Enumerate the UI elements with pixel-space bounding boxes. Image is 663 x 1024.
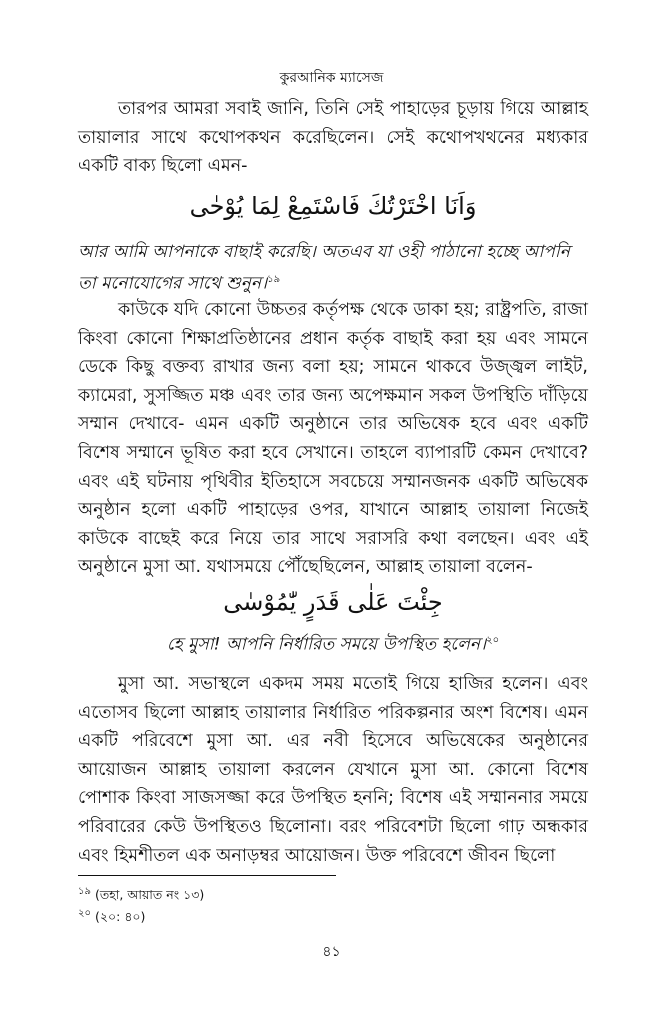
footnote-19 [78,884,204,907]
footnote-20 [78,906,145,929]
translation-2-text: হে মুসা! আপনি নির্ধারিত সময়ে উপস্থিত হলেন। [166,634,487,655]
footnote-mark: ১৯ [78,886,91,897]
paragraph-1-text: তারপর আমরা সবাই জানি, তিনি সেই পাহাড়ের চূড়ায় গিয়ে আল্লাহ তায়ালার সাথে কথোপকথন করেছিলেন। সেই কথোপখথনের মধ্যকার একটি বাক্য ছিলো এমন- [78,99,588,177]
footnote-mark: ২০ [78,908,92,919]
footnote-text: (তহা, আয়াত নং ১৩) [94,887,205,903]
footnote-ref-19: ১৯ [267,274,281,285]
paragraph-2-text: কাউকে যদি কোনো উচ্চতর কর্তৃপক্ষ থেকে ডাকা হয়; রাষ্ট্রপতি, রাজা কিংবা কোনো শিক্ষাপ্রতিষ্ঠানের প্রধান কর্তৃক বাছাই করা হয় এবং সামনে ডেকে কিছু বক্তব্য রাখার জন্য বলা হয়; সামনে থাকবে উজ্জ্বল লাইট, ক্যামেরা, সুসজ্জিত মঞ্চ এবং তার জন্য অপেক্ষমান সকল উপস্থিতি দাঁড়িয়ে সম্মান দেখাবে- এমন একটি অনুষ্ঠানে তার অভিষেক হবে এবং একটি বিশেষ সম্মানে ভূষিত করা হবে সেখানে। তাহলে ব্যাপারটি কেমন দেখাবে? এবং এই ঘটনায় পৃথিবীর ইতিহাসে সবচেয়ে সম্মানজনক একটি অভিষেক অনুষ্ঠান হলো একটি পাহাড়ের ওপর, যাখানে আল্লাহ তায়ালা নিজেই কাউকে বাছেই করে নিয়ে তার সাথে সরাসরি কথা বলছেন। এবং এই অনুষ্ঠানে মুসা আ. যথাসময়ে পৌঁছেছিলেন, আল্লাহ তায়ালা বলেন- [78,300,588,578]
arabic-verse-1: وَاَنَا اخْتَرْتُكَ فَاسْتَمِعْ لِمَا يُوْحٰى [189,192,477,220]
running-header: কুরআনিক ম্যাসেজ [279,70,384,86]
translation-1 [78,238,588,298]
paragraph-3-text: মুসা আ. সভাস্থলে একদম সময় মতোই গিয়ে হাজির হলেন। এবং এতোসব ছিলো আল্লাহ তায়ালার নির্ধারিত পরিকল্পনার অংশ বিশেষ। এমন একটি পরিবেশে মুসা আ. এর নবী হিসেবে অভিষেকের অনুষ্ঠানের আয়োজন আল্লাহ তায়ালা করলেন যেখানে মুসা আ. কোনো বিশেষ পোশাক কিংবা সাজসজ্জা করে উপস্থিত হননি; বিশেষ এই সম্মাননার সময়ে পরিবারের কেউ উপস্থিতও ছিলোনা। বরং পরিবেশটা ছিলো গাঢ় অন্ধকার এবং হিমশীতল এক অনাড়ম্বর আয়োজন। উক্ত পরিবেশে জীবন ছিলো [78,674,588,866]
page-number: ৪১ [322,944,341,960]
footnote-text: (২০: ৪০) [95,909,146,925]
translation-2 [78,627,588,659]
footnote-ref-20: ২০ [486,635,500,646]
paragraph-2 [78,296,588,582]
footnote-divider [78,875,336,876]
paragraph-1 [78,95,588,181]
translation-1-text: আর আমি আপনাকে বাছাই করেছি। অতএব যা ওহী পাঠানো হচ্ছে আপনি তা মনোযোগের সাথে শুনুন। [78,242,570,294]
paragraph-3 [78,670,588,870]
arabic-verse-2: جِئْتَ عَلٰى قَدَرٍ يّٰمُوْسٰى [223,588,443,616]
